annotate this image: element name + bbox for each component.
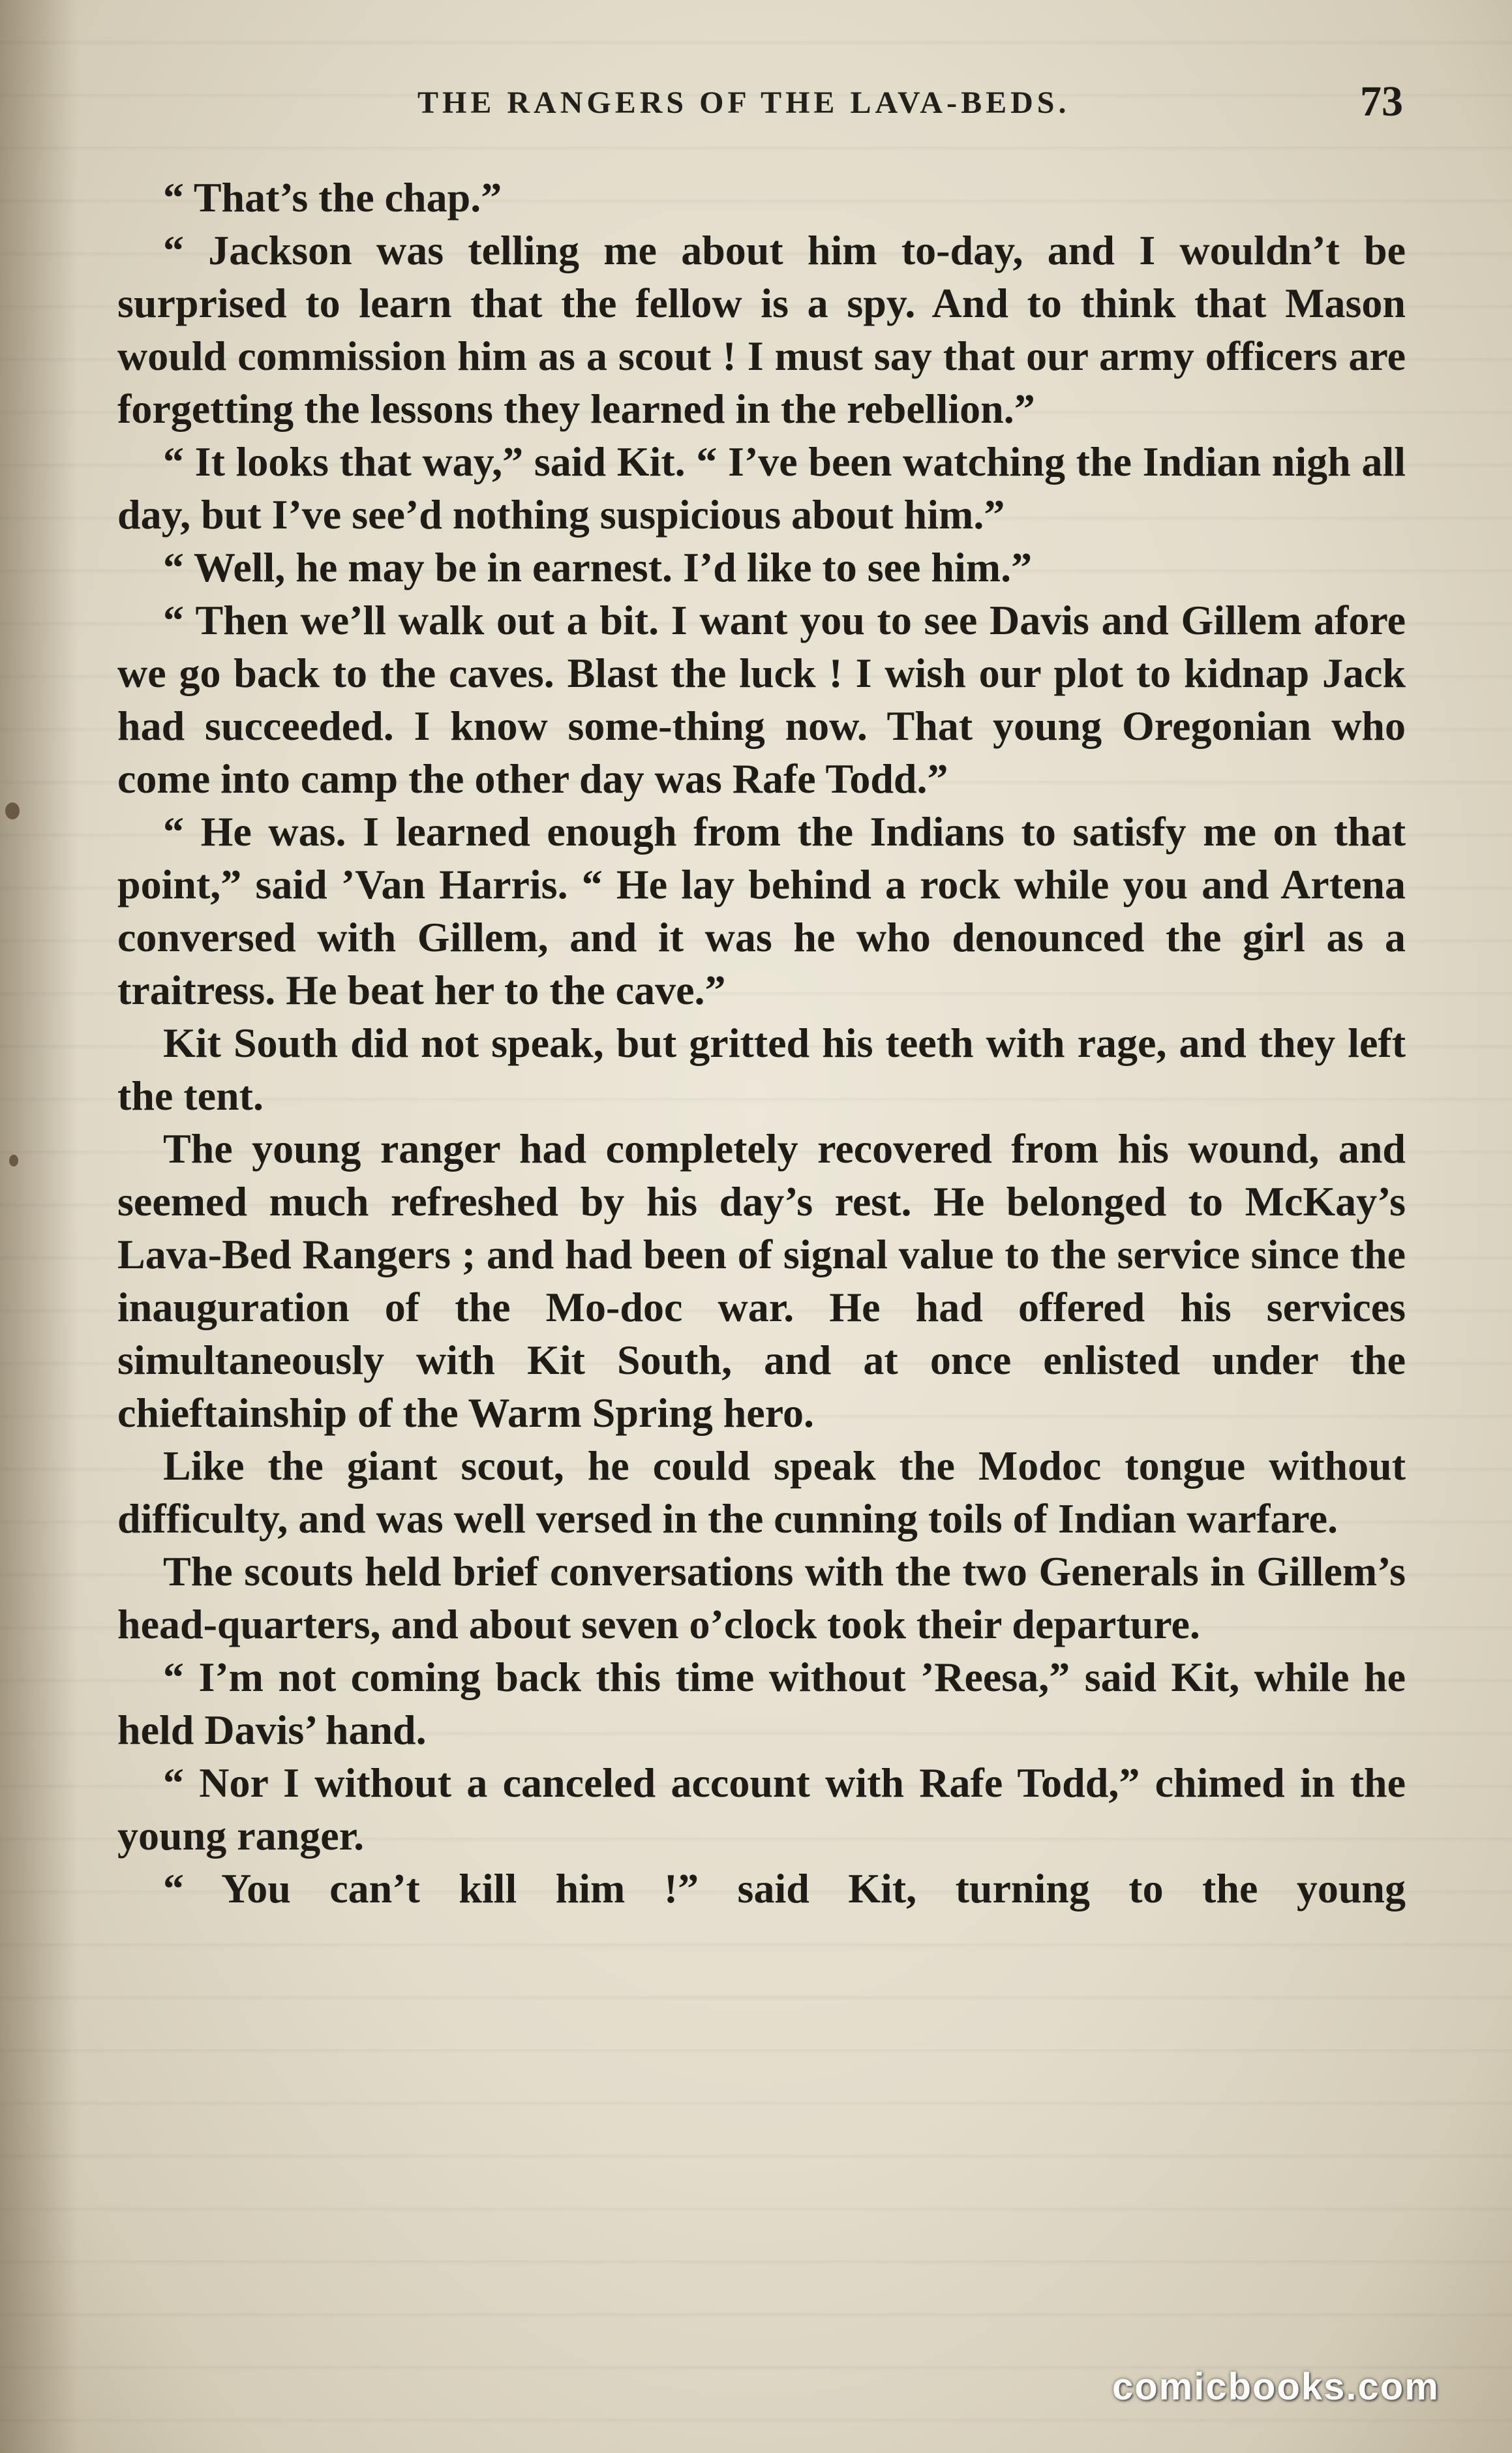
paragraph: “ Then we’ll walk out a bit. I want you to see Davis and Gillem afore we go back to the caves. Blast the luck ! I wish our plot to kidnap Jack had succeeded. I know some-thing now. That young Oregonian who come into camp the other day was Rafe Todd.”	[117, 597, 1406, 802]
body-text	[117, 171, 1406, 1915]
paragraph: Like the giant scout, he could speak the Modoc tongue without difficulty, and was well versed in the cunning toils of Indian warfare.	[117, 1442, 1406, 1542]
paragraph: “ You can’t kill him !” said Kit, turning to the young	[163, 1865, 1406, 1912]
watermark: comicbooks.com	[1112, 2366, 1440, 2408]
ink-spot	[9, 1155, 18, 1166]
page-header	[0, 77, 1512, 129]
running-title: THE RANGERS OF THE LAVA-BEDS.	[417, 85, 1070, 120]
paragraph: “ That’s the chap.”	[163, 174, 502, 221]
paragraph: The young ranger had completely recovered from his wound, and seemed much refreshed by his day’s rest. He belonged to McKay’s Lava-Bed Rangers ; and had been of signal value to the service since the inauguration of the Mo-doc war. He had offered his services simultaneously with Kit South, and at once enlisted under the chieftainship of the Warm Spring hero.	[117, 1125, 1406, 1436]
paragraph: “ He was. I learned enough from the Indians to satisfy me on that point,” said ’Van Harris. “ He lay behind a rock while you and Artena conversed with Gillem, and it was he who denounced the girl as a traitress. He beat her to the cave.”	[117, 808, 1406, 1013]
paragraph: “ I’m not coming back this time without ’Reesa,” said Kit, while he held Davis’ hand.	[117, 1654, 1406, 1753]
paragraph: “ It looks that way,” said Kit. “ I’ve been watching the Indian nigh all day, but I’ve see’d nothing suspicious about him.”	[117, 438, 1406, 538]
page-number: 73	[1360, 78, 1403, 125]
paragraph: “ Jackson was telling me about him to-day, and I wouldn’t be surprised to learn that the fellow is a spy. And to think that Mason would commission him as a scout ! I must say that our army officers are forgetting the lessons they learned in the rebellion.”	[117, 227, 1406, 432]
paragraph: Kit South did not speak, but gritted his teeth with rage, and they left the tent.	[117, 1020, 1406, 1119]
paragraph: “ Nor I without a canceled account with Rafe Todd,” chimed in the young ranger.	[117, 1760, 1406, 1859]
ink-spot	[5, 802, 20, 819]
paragraph: The scouts held brief conversations with the two Generals in Gillem’s head-quarters, and about seven o’clock took their departure.	[117, 1548, 1406, 1647]
paragraph: “ Well, he may be in earnest. I’d like to see him.”	[163, 544, 1033, 590]
